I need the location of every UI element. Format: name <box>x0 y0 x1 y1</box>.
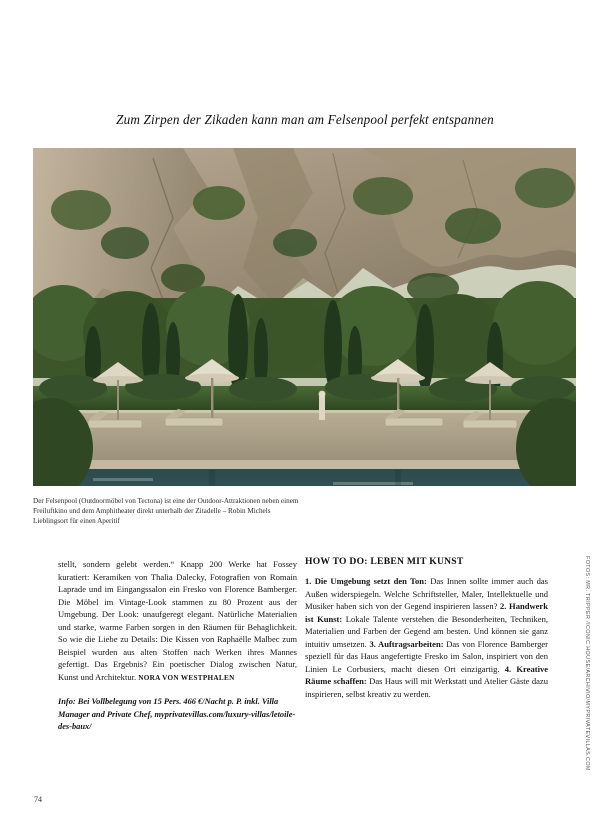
howto-item-text: Das von Florence Bamberger speziell für das Haus angefertigte Fresko im Salon, inspiriert von den Linien Le Corbusiers, macht diesen Ort einzigartig. <box>305 638 549 674</box>
pool-villa-illustration <box>33 148 576 486</box>
howto-item-text: Lokale Talente verstehen die Besonderheiten, Techniken, Materialien und Farben der Gegend am besten. Und können sie ganz intuitiv umsetzen. <box>305 613 549 649</box>
howto-body <box>305 575 548 700</box>
howto-item-lead: 4. Kreative Räume schaffen: <box>305 663 549 687</box>
photo-caption: Der Felsenpool (Outdoormöbel von Tectona) ist eine der Outdoor-Attraktionen neben einem Freiluftkino und dem Amphitheater direkt unterhalb der Zitadelle – Robin Michels Lieblingsort für einen Aperitif <box>33 497 299 526</box>
article-body <box>58 558 297 683</box>
page-number: 74 <box>34 795 42 804</box>
howto-item-text: Das Haus will mit Werkstatt und Atelier Gäste dazu inspirieren, selbst kreativ zu werden. <box>305 676 548 699</box>
howto-item-text: Das Innen sollte immer auch das Außen widerspiegeln. Welche Schriftsteller, Maler, Intellektuelle und Musiker haben sich von der Gegend inspirieren lassen? <box>305 576 548 612</box>
photo-credit-wrap <box>584 556 600 786</box>
article-byline: NORA VON WESTPHALEN <box>138 673 235 682</box>
hero-photo <box>33 148 576 486</box>
howto-title: HOW TO DO: LEBEN MIT KUNST <box>305 556 464 567</box>
page-headline: Zum Zirpen der Zikaden kann man am Felsenpool perfekt entspannen <box>116 112 494 127</box>
howto-item-lead: 1. Die Umgebung setzt den Ton: <box>305 576 427 586</box>
howto-item-lead: 3. Auftragsarbeiten: <box>369 638 444 649</box>
article-body-text: stellt, sondern gelebt werden.“ Knapp 200 Werke hat Fossey kuratiert: Keramiken von Thalia Dalecky, Fotografien von Romain Laprade und im Eingangssalon ein Fresko von Florence Bamberger. Die Möbel im Vintage-Look stammen zu 80 Prozent aus der Umgebung. Der Look: unaufgeregt elegant. Natürliche Materialien und starke, warme Farben sorgen in den Räumen für Behaglichkeit. So wie die Liebe zu Details: Die Kissen von Raphaëlle Malbec zum Beispiel wurden aus alten Stoffen nach Werken ihres Mannes gefertigt. Das Ergebnis? Ein poetischer Dialog zwischen Natur, Kunst und Architektur. <box>58 559 297 682</box>
info-block: Info: Bei Vollbelegung von 15 Pers. 466 €/Nacht p. P. inkl. Villa Manager and Private Chef, myprivatevillas.com/luxury-villas/letoile-des-baux/ <box>58 697 296 732</box>
howto-item-lead: 2. Handwerk ist Kunst: <box>305 601 548 624</box>
right-column <box>305 556 548 700</box>
photo-credit: FOTOS: MR. TRIPPER /ICONIC HOUSE/ARCHIVIO/MYPRIVATEVILLAS.COM <box>584 556 590 771</box>
left-column <box>58 558 297 734</box>
